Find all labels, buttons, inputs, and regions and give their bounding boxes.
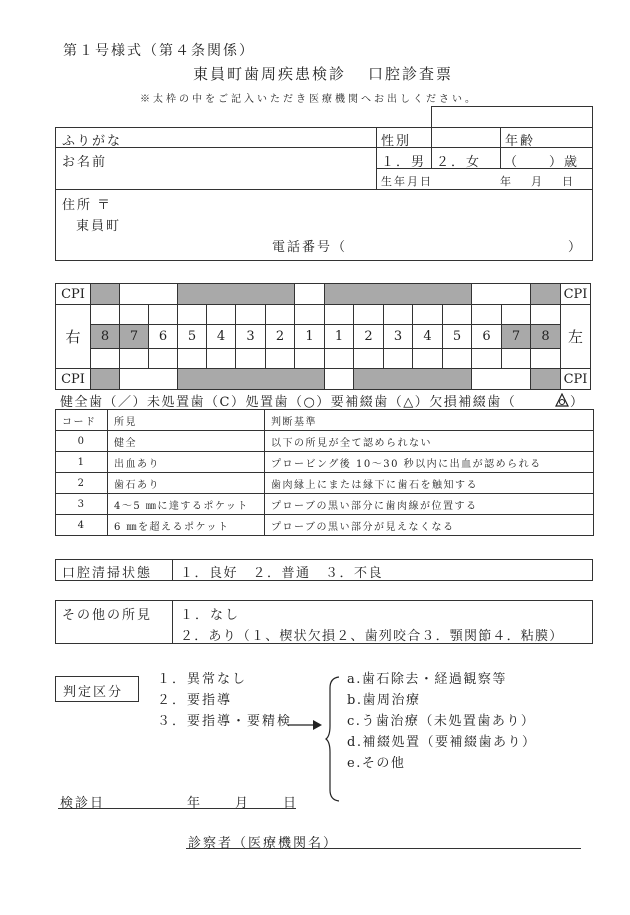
finding-value: 歯石あり — [108, 473, 265, 494]
criteria-header: 判断基準 — [265, 410, 594, 431]
cpi-cell[interactable] — [472, 369, 531, 390]
dob-label: 生年月日 — [381, 175, 433, 188]
cpi-label: CPI — [561, 284, 591, 305]
finding-value: 4～5 ㎜に達するポケット — [108, 494, 265, 515]
action-b[interactable]: b.歯周治療 — [347, 693, 421, 708]
cpi-cell[interactable] — [325, 369, 354, 390]
action-c[interactable]: c.う歯治療（未処置歯あり） — [347, 714, 536, 729]
tooth-status-cell[interactable] — [325, 305, 354, 325]
form-number: 第１号様式（第４条関係） — [63, 43, 255, 59]
tooth-status-cell[interactable] — [325, 349, 354, 369]
action-e[interactable]: e.その他 — [347, 756, 406, 771]
tooth-status-cell[interactable] — [531, 305, 561, 325]
cpi-code-table — [55, 409, 594, 536]
brace-icon — [325, 676, 341, 806]
tooth-number: 1 — [325, 325, 354, 349]
cpi-cell[interactable] — [354, 369, 472, 390]
tooth-number: 7 — [120, 325, 149, 349]
postal-mark: 〒 — [97, 198, 113, 213]
tooth-number: 5 — [443, 325, 472, 349]
sex-male-option[interactable]: １．男 — [381, 155, 427, 170]
finding-header: 所見 — [108, 410, 265, 431]
tooth-status-cell[interactable] — [295, 305, 325, 325]
tooth-status-cell[interactable] — [120, 349, 149, 369]
tooth-status-cell[interactable] — [413, 305, 443, 325]
exam-date-month: 月 — [235, 796, 251, 811]
arrow-right-icon — [288, 716, 322, 735]
tooth-status-cell[interactable] — [178, 349, 207, 369]
exam-date-year: 年 — [187, 796, 203, 811]
tooth-status-cell[interactable] — [502, 349, 531, 369]
tooth-number: 6 — [149, 325, 178, 349]
form-title-sub: 口腔診査票 — [368, 65, 454, 83]
tooth-status-cell[interactable] — [91, 305, 120, 325]
dob-day: 日 — [562, 175, 575, 188]
cpi-cell[interactable] — [178, 369, 325, 390]
tooth-status-cell[interactable] — [472, 305, 502, 325]
finding-value: 健全 — [108, 431, 265, 452]
code-value: 1 — [56, 452, 108, 473]
action-a[interactable]: a.歯石除去・経過観察等 — [347, 672, 507, 687]
tooth-number: 7 — [502, 325, 531, 349]
cpi-label: CPI — [56, 369, 91, 390]
tooth-status-cell[interactable] — [149, 349, 178, 369]
phone-label: 電話番号（ — [272, 240, 348, 255]
examiner-field[interactable] — [186, 848, 581, 849]
tooth-number: 4 — [413, 325, 443, 349]
tooth-status-cell[interactable] — [149, 305, 178, 325]
tooth-number: 5 — [178, 325, 207, 349]
hygiene-options[interactable]: １．良好 ２．普通 ３．不良 — [180, 566, 384, 581]
cpi-cell[interactable] — [91, 284, 120, 305]
criteria-value: プロービング後 10～30 秒以内に出血が認められる — [265, 452, 594, 473]
age-field[interactable]: （ ）歳 — [504, 155, 580, 170]
code-value: 2 — [56, 473, 108, 494]
address-label: 住所 — [62, 198, 93, 213]
criteria-value: 歯肉縁上にまたは縁下に歯石を触知する — [265, 473, 594, 494]
code-value: 4 — [56, 515, 108, 536]
id-box[interactable] — [431, 106, 593, 128]
instruction-note: ※太枠の中をご記入いただき医療機関へお出しください。 — [140, 94, 478, 105]
tooth-status-cell[interactable] — [236, 349, 266, 369]
cpi-label: CPI — [56, 284, 91, 305]
cpi-cell[interactable] — [120, 369, 178, 390]
other-findings-none[interactable]: １．なし — [180, 608, 241, 623]
tooth-number: 2 — [354, 325, 384, 349]
tooth-status-cell[interactable] — [91, 349, 120, 369]
cpi-cell[interactable] — [178, 284, 295, 305]
tooth-status-cell[interactable] — [354, 305, 384, 325]
judgment-label: 判定区分 — [63, 685, 124, 700]
tooth-number: 3 — [236, 325, 266, 349]
tooth-status-cell[interactable] — [354, 349, 384, 369]
tooth-status-cell[interactable] — [502, 305, 531, 325]
crown-triangle-icon — [555, 392, 569, 406]
tooth-status-cell[interactable] — [295, 349, 325, 369]
tooth-status-cell[interactable] — [266, 349, 295, 369]
judgment-option-3[interactable]: ３．要指導・要精検 — [157, 714, 293, 729]
finding-value: 出血あり — [108, 452, 265, 473]
table-row — [56, 494, 594, 515]
tooth-number: 4 — [207, 325, 236, 349]
town-name: 東員町 — [76, 219, 122, 234]
teeth-chart — [55, 283, 591, 390]
cpi-cell[interactable] — [91, 369, 120, 390]
criteria-value: プローブの黒い部分に歯肉線が位置する — [265, 494, 594, 515]
judgment-option-2[interactable]: ２．要指導 — [157, 693, 233, 708]
age-label: 年齢 — [505, 134, 536, 149]
criteria-value: 以下の所見が全て認められない — [265, 431, 594, 452]
tooth-status-cell[interactable] — [384, 349, 413, 369]
tooth-status-cell[interactable] — [266, 305, 295, 325]
furigana-label: ふりがな — [62, 134, 123, 149]
tooth-status-cell[interactable] — [236, 305, 266, 325]
cpi-label: CPI — [561, 369, 591, 390]
teeth-legend-end: ） — [570, 395, 586, 410]
finding-value: 6 ㎜を超えるポケット — [108, 515, 265, 536]
tooth-status-cell[interactable] — [384, 305, 413, 325]
tooth-number: 1 — [295, 325, 325, 349]
exam-date-day: 日 — [283, 796, 299, 811]
tooth-number: 2 — [266, 325, 295, 349]
cpi-cell[interactable] — [531, 369, 561, 390]
tooth-status-cell[interactable] — [443, 305, 472, 325]
name-field[interactable] — [140, 150, 370, 186]
tooth-status-cell[interactable] — [120, 305, 149, 325]
name-label: お名前 — [62, 155, 108, 170]
cpi-cell[interactable] — [120, 284, 178, 305]
tooth-number: 8 — [531, 325, 561, 349]
exam-date-field[interactable] — [58, 808, 296, 809]
table-row — [56, 431, 594, 452]
dob-month: 月 — [531, 175, 544, 188]
sex-female-option[interactable]: ２．女 — [436, 155, 482, 170]
cpi-cell[interactable] — [531, 284, 561, 305]
table-row — [56, 473, 594, 494]
tooth-status-cell[interactable] — [178, 305, 207, 325]
tooth-status-cell[interactable] — [443, 349, 472, 369]
other-findings-yes[interactable]: ２．あり（１、楔状欠損２、歯列咬合３．顎関節４．粘膜） — [180, 629, 564, 644]
furigana-field[interactable] — [140, 130, 370, 145]
right-side-label: 右 — [56, 305, 91, 369]
tooth-number: 8 — [91, 325, 120, 349]
cpi-cell[interactable] — [472, 284, 531, 305]
code-value: 3 — [56, 494, 108, 515]
table-row — [56, 452, 594, 473]
tooth-status-cell[interactable] — [207, 349, 236, 369]
teeth-legend: 健全歯（／）未処置歯（C）処置歯（○）要補綴歯（△）欠損補綴歯（ — [60, 395, 517, 410]
tooth-status-cell[interactable] — [472, 349, 502, 369]
code-header: コード — [56, 410, 108, 431]
form-title: 東員町歯周疾患検診 — [193, 65, 347, 83]
table-row — [56, 515, 594, 536]
cpi-cell[interactable] — [325, 284, 472, 305]
criteria-value: プローブの黒い部分が見えなくなる — [265, 515, 594, 536]
other-findings-label: その他の所見 — [62, 608, 153, 623]
sex-label: 性別 — [381, 134, 412, 149]
action-d[interactable]: d.補綴処置（要補綴歯あり） — [347, 735, 537, 750]
tooth-number: 3 — [384, 325, 413, 349]
tooth-status-cell[interactable] — [413, 349, 443, 369]
exam-date-label: 検診日 — [60, 796, 106, 811]
tooth-status-cell[interactable] — [207, 305, 236, 325]
judgment-option-1[interactable]: １．異常なし — [157, 672, 248, 687]
cpi-cell[interactable] — [295, 284, 325, 305]
code-value: 0 — [56, 431, 108, 452]
dob-year: 年 — [500, 175, 513, 188]
phone-close: ） — [568, 240, 584, 255]
tooth-status-cell[interactable] — [531, 349, 561, 369]
hygiene-label: 口腔清掃状態 — [62, 566, 153, 581]
left-side-label: 左 — [561, 305, 591, 369]
tooth-number: 6 — [472, 325, 502, 349]
examiner-label: 診察者（医療機関名） — [188, 836, 339, 851]
